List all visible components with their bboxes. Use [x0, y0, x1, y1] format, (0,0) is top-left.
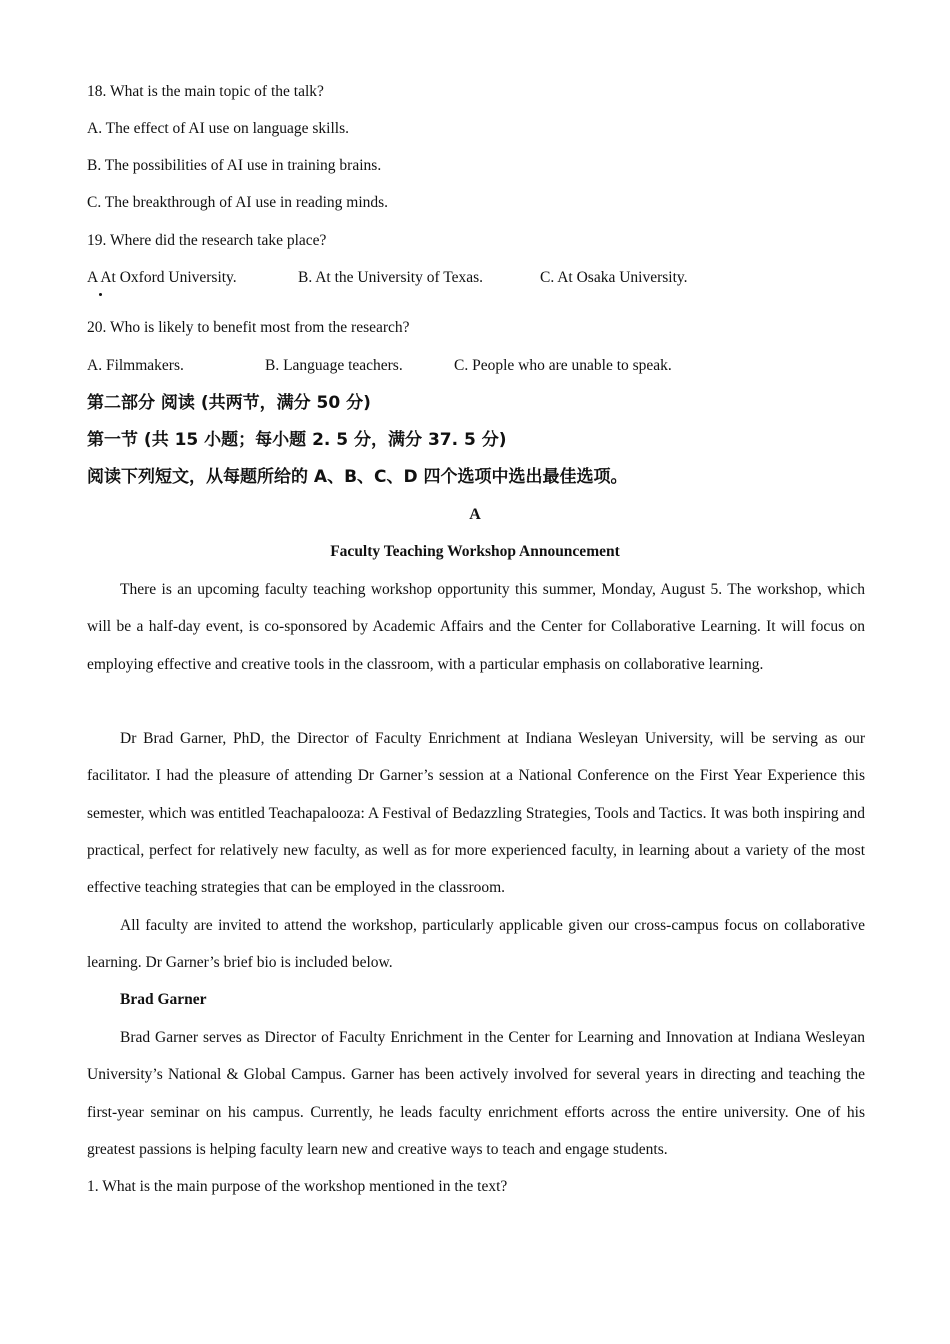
passage-paragraph-2: Dr Brad Garner, PhD, the Director of Faculty Enrichment at Indiana Wesleyan University, will be serving as our facilitator. I had the pleasure of attending Dr Garner’s session at a National Conference on the First Year Experience this semester, which was entitled Teachapalooza: A Festival of Bedazzling Strategies, Tools and Tactics. It was both inspiring and practical, perfect for relatively new faculty, as well as for more experienced faculty, in learning about a variety of the most effective teaching strategies that can be employed in the classroom.	[87, 730, 865, 897]
q19-option-a: A At Oxford University.	[87, 269, 237, 286]
question-18: 18. What is the main topic of the talk?	[87, 83, 324, 100]
q20-option-c: C. People who are unable to speak.	[454, 357, 672, 374]
passage-label: A	[469, 506, 481, 523]
q18-option-c: C. The breakthrough of AI use in reading minds.	[87, 194, 389, 211]
reading-instruction: 阅读下列短文，从每题所给的 A、B、C、D 四个选项中选出最佳选项。	[87, 467, 628, 487]
bio-paragraph: Brad Garner serves as Director of Faculty Enrichment in the Center for Learning and Innovation at Indiana Wesleyan University’s National & Global Campus. Garner has been actively involved for several years in directing and teaching the first-year seminar on his campus. Currently, he leads faculty enrichment efforts across the entire university. One of his greatest passions is helping faculty learn new and creative ways to teach and engage students.	[87, 1029, 865, 1158]
bio-heading: Brad Garner	[120, 991, 207, 1008]
question-1: 1. What is the main purpose of the workshop mentioned in the text?	[87, 1178, 508, 1195]
q18-option-a: A. The effect of AI use on language skills.	[87, 120, 350, 137]
part-two-heading: 第二部分 阅读 (共两节，满分 50 分)	[87, 393, 371, 413]
q18-option-b: B. The possibilities of AI use in training brains.	[87, 157, 382, 174]
section-one-heading: 第一节 (共 15 小题；每小题 2. 5 分，满分 37. 5 分)	[87, 430, 507, 450]
question-20: 20. Who is likely to benefit most from the research?	[87, 319, 410, 336]
q20-option-a: A. Filmmakers.	[87, 357, 184, 374]
passage-title: Faculty Teaching Workshop Announcement	[330, 543, 620, 560]
passage-paragraph-3: All faculty are invited to attend the workshop, particularly applicable given our cross-campus focus on collaborative learning. Dr Garner’s brief bio is included below.	[87, 917, 865, 972]
passage-paragraph-1: There is an upcoming faculty teaching workshop opportunity this summer, Monday, August 5. The workshop, which will be a half-day event, is co-sponsored by Academic Affairs and the Center for Collaborative Learning. It will focus on employing effective and creative tools in the classroom, with a particular emphasis on collaborative learning.	[87, 581, 865, 673]
question-19: 19. Where did the research take place?	[87, 232, 327, 249]
stray-dot-mark	[99, 293, 102, 296]
q19-option-c: C. At Osaka University.	[540, 269, 688, 286]
q19-option-b: B. At the University of Texas.	[298, 269, 484, 286]
q20-option-b: B. Language teachers.	[265, 357, 403, 374]
